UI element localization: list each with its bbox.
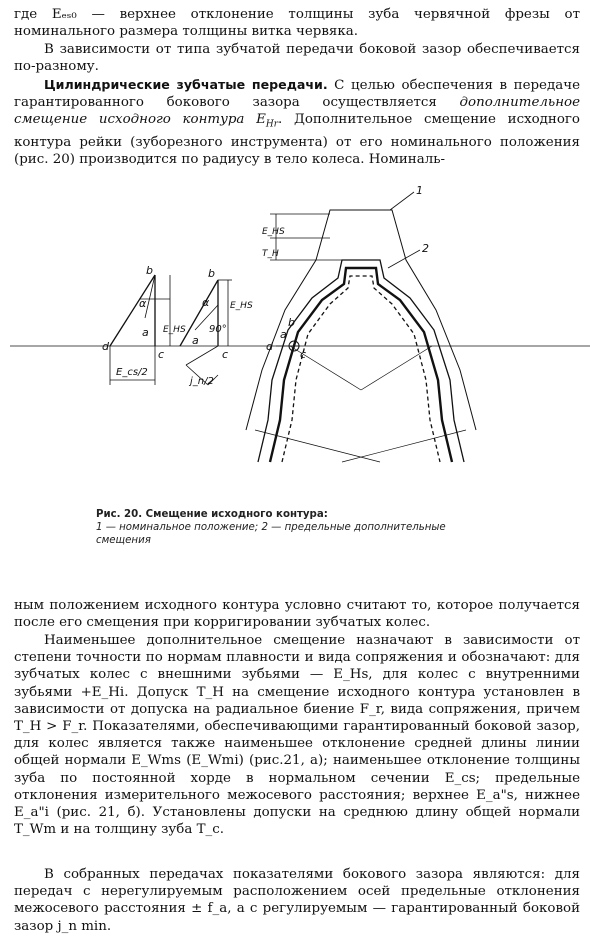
label-alpha2: α — [202, 296, 210, 309]
label-a1: a — [142, 326, 149, 339]
paragraph-text: где Eₑₛ₀ — верхнее отклонение толщины зуба червячной фрезы от номинального размера толщины витка червяка. — [14, 7, 580, 40]
label-alpha1: α — [139, 297, 147, 310]
paragraph-ecso — [14, 6, 580, 40]
triangle2-hypotenuse — [180, 280, 218, 346]
figure-20 — [0, 180, 590, 510]
label-a3: a — [280, 328, 287, 341]
label-90deg: 90° — [209, 324, 227, 335]
paragraph-text: ным положением исходного контура условно считают то, которое получается после его смещения при корригировании зубчатых колес. — [14, 598, 580, 631]
paragraph-assembled — [14, 866, 580, 935]
subscript: Hr — [265, 120, 279, 131]
label-ehs2: E_HS — [230, 301, 253, 311]
label-d3: d — [266, 340, 273, 353]
paragraph-text: В зависимости от типа зубчатой передачи боковой зазор обеспечивается по-разному. — [14, 42, 580, 75]
label-c2: c — [222, 348, 229, 361]
paragraph-text: . Дополнительное смещение исходного контура рейки (зуборезного инструмента) от его номинального положения (рис. 20) производится по радиусу в тело колеса. Номиналь- — [14, 112, 580, 168]
figure-20-drawing — [0, 180, 590, 510]
paragraph-cylindrical — [14, 76, 580, 169]
paragraph-text: В собранных передачах показателями бокового зазора являются: для передач с нерегулируемым расположением осей предельные отклонения межосевого расстояния ± f_a, а с регулируемым — гарантированный боковой зазор j_n min. — [14, 867, 580, 934]
leader-1 — [390, 192, 414, 210]
rack-contour — [246, 210, 476, 430]
paragraph-zazor — [14, 41, 580, 75]
figure-caption — [96, 508, 496, 547]
caption-title: Рис. 20. Смещение исходного контура: — [96, 509, 328, 520]
paragraph-shift — [14, 632, 580, 838]
label-b3: b — [288, 316, 295, 329]
label-ehs3: E_HS — [262, 227, 285, 237]
paragraph-text: С целью обеспечения в передаче гарантированного бокового зазора осуществляется — [14, 78, 580, 111]
label-a2: a — [192, 334, 199, 347]
paragraph-text: Наименьшее дополнительное смещение назначают в зависимости от степени точности по нормам плавности и вида сопряжения и обозначают: для зубчатых колес с внешними зубьями — E_Hs, для колес с внутренними зубьями +E_Hi. Допуск T_H на смещение исходного контура установлен в зависимости от допуска на радиальное биение F_r, вида сопряжения, причем T_H > F_r. Показателями, обеспечивающими гарантированный боковой зазор, для колес является также наименьшее отклонение средней длины линии общей нормали E_Wms (E_Wmi) (рис.21, а); наименьшее отклонение толщины зуба по постоянной хорде в нормальном сечении E_cs; предельные отклонения измерительного межосевого расстояния; верхнее E_a"s, нижнее E_a"i (рис. 21, б). Установлены допуски на среднюю длину общей нормали T_Wm и на толщину зуба T_c. — [14, 633, 580, 838]
shifted-contour — [270, 268, 452, 462]
label-c3: c — [300, 348, 307, 361]
section-heading: Цилиндрические зубчатые передачи. — [44, 77, 328, 92]
paragraph-nominal — [14, 597, 580, 631]
label-b1: b — [146, 264, 153, 277]
caption-body: 1 — номинальное положение; 2 — предельные дополнительные смещения — [96, 522, 446, 546]
label-ehs1: E_HS — [163, 325, 186, 335]
label-c1: c — [158, 348, 165, 361]
italic-term: дополнительное смещение исходного контура E — [14, 95, 580, 128]
label-ecs: E_cs/2 — [116, 367, 148, 378]
label-1: 1 — [416, 184, 423, 197]
label-jn: j_n/2 — [190, 376, 214, 387]
label-th: T_H — [262, 249, 279, 259]
label-2: 2 — [422, 242, 429, 255]
limit-contour — [282, 276, 440, 462]
label-b2: b — [208, 267, 215, 280]
label-d1: d — [102, 340, 109, 353]
